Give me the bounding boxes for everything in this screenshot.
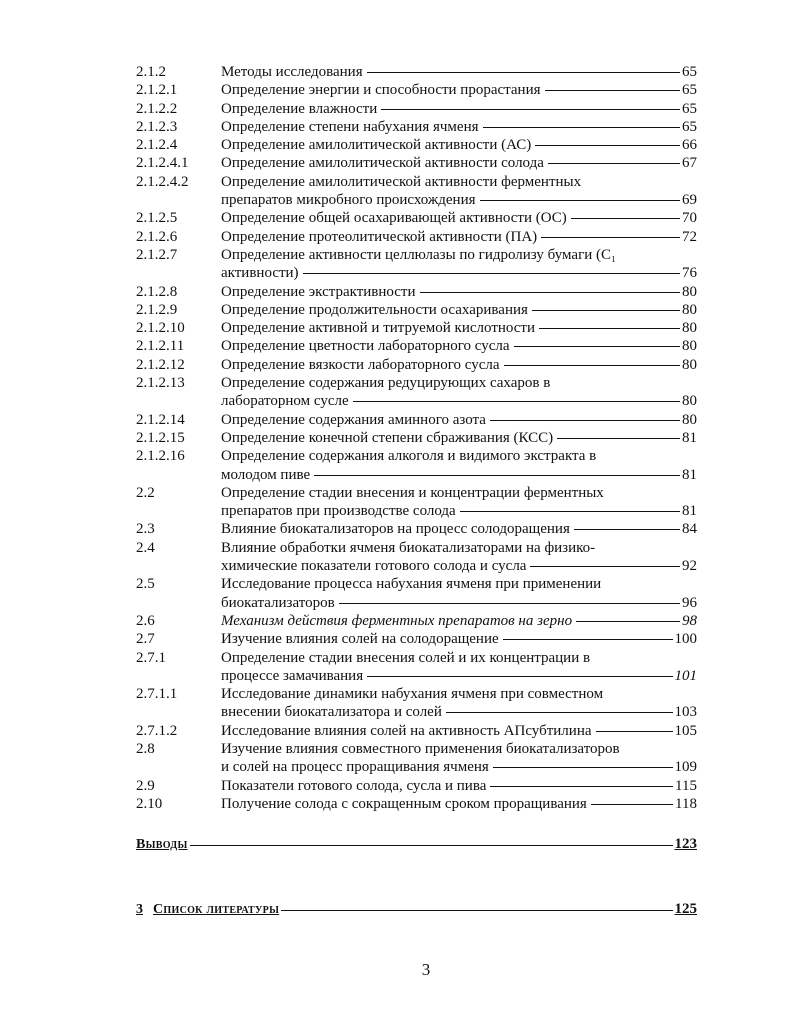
entry-title-line: Изучение влияния совместного применения биокатализаторов: [221, 740, 620, 757]
entry-number: 2.1.2.15: [136, 429, 185, 446]
entry-title-line: Определение протеолитической активности (ПА): [221, 228, 538, 245]
leader-line: [493, 767, 673, 768]
entry-last-line: [221, 301, 697, 319]
entry-page: 118: [675, 795, 697, 812]
toc-entry[interactable]: [136, 246, 697, 283]
entry-number: 2.1.2.3: [136, 118, 178, 135]
entry-body: [221, 429, 697, 447]
entry-body: [221, 337, 697, 355]
entry-page: 92: [682, 558, 697, 575]
entry-page: 109: [674, 759, 697, 776]
entry-title-line: Определение содержания редуцирующих сахаров в: [221, 375, 551, 392]
entry-page: 100: [674, 631, 697, 648]
entry-number: 2.1.2.12: [136, 356, 185, 373]
entry-body: [221, 100, 697, 118]
entry-body: [221, 283, 697, 301]
toc-entry[interactable]: [136, 484, 697, 521]
entry-number: 2.1.2.16: [136, 448, 185, 465]
entry-number: 2.7: [136, 631, 155, 648]
entry-title-line: Определение вязкости лабораторного сусла: [221, 356, 500, 373]
entry-body: [221, 118, 697, 136]
leader-line: [557, 438, 680, 439]
entry-body: [221, 520, 697, 538]
entry-page: 80: [682, 338, 697, 355]
entry-body: [221, 136, 697, 154]
entry-page: 80: [682, 393, 697, 410]
entry-number: 2.3: [136, 521, 155, 538]
leader-line: [490, 786, 673, 787]
entry-body: [221, 154, 697, 172]
entry-page: 96: [682, 594, 697, 611]
toc-entry[interactable]: [136, 81, 697, 99]
entry-body: [221, 246, 697, 283]
entry-page: 101: [674, 667, 697, 684]
toc-entry[interactable]: [136, 685, 697, 722]
entry-last-line: [221, 795, 697, 813]
toc-entry[interactable]: [136, 173, 697, 210]
entry-number: 2.8: [136, 740, 155, 757]
entry-number: 2.1.2.1: [136, 82, 178, 99]
entry-page: 103: [674, 704, 697, 721]
leader-line: [190, 845, 673, 846]
toc-entry[interactable]: [136, 209, 697, 227]
entry-page: 72: [682, 228, 697, 245]
entry-title: Список литературы: [153, 902, 280, 917]
entry-page: 80: [682, 283, 697, 300]
entry-body: [221, 649, 697, 686]
toc-entry[interactable]: [136, 337, 697, 355]
entry-body: [221, 81, 697, 99]
entry-title-line: молодом пиве: [221, 466, 311, 483]
entry-title-line: активности): [221, 265, 299, 282]
entry-title-line: Определение экстрактивности: [221, 283, 416, 300]
toc-entry[interactable]: [136, 630, 697, 648]
entry-title-line: Определение стадии внесения солей и их концентрации в: [221, 649, 591, 666]
toc-entry[interactable]: [136, 649, 697, 686]
leader-line: [532, 310, 680, 311]
entry-title-line: Определение содержания алкоголя и видимого экстракта в: [221, 448, 597, 465]
leader-line: [504, 365, 680, 366]
entry-title-line: Исследование процесса набухания ячменя при применении: [221, 576, 602, 593]
entry-title-line: Определение конечной степени сбраживания (КСС): [221, 429, 554, 446]
entry-title-line: Методы исследования: [221, 64, 363, 80]
entry-title-line: препаратов при производстве солода: [221, 503, 456, 520]
leader-line: [535, 145, 680, 146]
entry-title-line: Определение амилолитической активности ферментных: [221, 173, 582, 190]
entry-last-line: [221, 228, 697, 246]
entry-title-line: Механизм действия ферментных препаратов на зерно: [221, 612, 573, 629]
entry-body: [221, 484, 697, 521]
toc-entry[interactable]: [136, 411, 697, 429]
toc-entry[interactable]: [136, 612, 697, 630]
toc-entry[interactable]: [136, 447, 697, 484]
toc-entry[interactable]: [136, 740, 697, 777]
entry-page: 105: [674, 722, 697, 739]
entry-page: 80: [682, 356, 697, 373]
entry-number: 2.6: [136, 612, 155, 629]
entry-page: 67: [682, 155, 697, 172]
entry-body: [221, 228, 697, 246]
entry-title-line: Определение активности целлюлазы по гидролизу бумаги (C₁: [221, 246, 617, 263]
entry-body: [221, 539, 697, 576]
entry-page: 81: [682, 429, 697, 446]
leader-line: [339, 603, 680, 604]
entry-last-line: [221, 777, 697, 795]
toc-entry[interactable]: [136, 118, 697, 136]
entry-last-line: [221, 703, 697, 721]
leader-line: [539, 328, 680, 329]
entry-body: [221, 722, 697, 740]
toc-entry[interactable]: [136, 539, 697, 576]
entry-page: 76: [682, 265, 697, 282]
leader-line: [541, 237, 680, 238]
entry-title-line: химические показатели готового солода и сусла: [221, 558, 527, 575]
toc-entry[interactable]: [136, 100, 697, 118]
entry-title-line: и солей на процесс проращивания ячменя: [221, 759, 489, 776]
entry-title-line: Определение влажности: [221, 100, 378, 117]
leader-line: [545, 90, 680, 91]
entry-page: 65: [682, 100, 697, 117]
entry-last-line: [221, 520, 697, 538]
entry-last-line: [221, 154, 697, 172]
toc-entry[interactable]: [136, 301, 697, 319]
entry-body: [221, 575, 697, 612]
entry-title-line: лабораторном сусле: [221, 393, 349, 410]
entry-title-line: Определение цветности лабораторного сусла: [221, 338, 510, 355]
entry-body: [221, 447, 697, 484]
entry-title-line: Исследование влияния солей на активность АПсубтилина: [221, 722, 592, 739]
entry-last-line: [221, 191, 697, 209]
entry-last-line: [221, 136, 697, 154]
entry-title-line: процессе замачивания: [221, 667, 364, 684]
entry-page: 115: [675, 777, 697, 794]
entry-title: Выводы: [136, 837, 188, 852]
toc-entry[interactable]: [136, 136, 697, 154]
toc-entry-references[interactable]: [136, 901, 697, 918]
entry-number: 2.1.2.4.1: [136, 155, 189, 172]
entry-last-line: [221, 81, 697, 99]
toc-entry[interactable]: [136, 319, 697, 337]
entry-last-line: [221, 319, 697, 337]
entry-page: 123: [674, 836, 697, 852]
leader-line: [480, 200, 680, 201]
entry-title-line: Определение степени набухания ячменя: [221, 118, 479, 135]
entry-body: [221, 740, 697, 777]
entry-number: 2.7.1.2: [136, 722, 178, 739]
leader-line: [483, 127, 680, 128]
entry-title-line: Определение содержания аминного азота: [221, 411, 486, 428]
entry-page: 125: [674, 901, 697, 917]
entry-last-line: [221, 283, 697, 301]
entry-body: [221, 777, 697, 795]
entry-title-line: Влияние биокатализаторов на процесс солодоращения: [221, 521, 570, 538]
entry-last-line: [221, 100, 697, 118]
toc-entry[interactable]: [136, 795, 697, 813]
entry-title-line: внесении биокатализатора и солей: [221, 704, 442, 721]
toc-entry[interactable]: [136, 777, 697, 795]
entry-last-line: [221, 209, 697, 227]
toc-entry[interactable]: [136, 722, 697, 740]
entry-title-line: Исследование динамики набухания ячменя при совместном: [221, 686, 604, 703]
entry-last-line: [221, 337, 697, 355]
entry-number: 2.1.2.4.2: [136, 173, 189, 190]
entry-body: [221, 795, 697, 813]
toc-entry[interactable]: [136, 575, 697, 612]
entry-number: 2.1.2.5: [136, 210, 178, 227]
entry-title-line: Определение продолжительности осахаривания: [221, 301, 528, 318]
table-of-contents: [136, 63, 697, 813]
leader-line: [514, 346, 680, 347]
entry-number: 2.1.2.11: [136, 338, 185, 355]
entry-number: 2.9: [136, 777, 155, 794]
entry-body: [221, 612, 697, 630]
entry-page: 80: [682, 411, 697, 428]
entry-page: 98: [682, 612, 697, 629]
entry-last-line: [221, 722, 697, 740]
entry-body: [221, 374, 697, 411]
entry-last-line: [221, 63, 697, 81]
entry-number: 2.1.2.2: [136, 100, 178, 117]
entry-page: 70: [682, 210, 697, 227]
leader-line: [446, 712, 673, 713]
entry-page: 81: [682, 466, 697, 483]
entry-page: 65: [682, 64, 697, 80]
entry-title-line: Влияние обработки ячменя биокатализаторами на физико-: [221, 539, 596, 556]
leader-line: [353, 401, 680, 402]
entry-title-line: Определение амилолитической активности (АС): [221, 137, 532, 154]
leader-line: [490, 420, 680, 421]
entry-number: 2.1.2: [136, 64, 166, 80]
entry-title-line: Показатели готового солода, сусла и пива: [221, 777, 487, 794]
entry-page: 69: [682, 192, 697, 209]
entry-last-line: [221, 264, 697, 282]
entry-number: 2.5: [136, 576, 155, 593]
entry-number: 2.1.2.14: [136, 411, 185, 428]
leader-line: [530, 566, 680, 567]
toc-entry[interactable]: [136, 63, 697, 81]
leader-line: [367, 72, 680, 73]
leader-line: [381, 109, 680, 110]
entry-number: 2.7.1.1: [136, 686, 178, 703]
entry-number: 2.1.2.4: [136, 137, 178, 154]
entry-last-line: [221, 630, 697, 648]
entry-number: 3: [136, 902, 143, 917]
entry-page: 80: [682, 301, 697, 318]
toc-entry-conclusions[interactable]: [136, 836, 697, 853]
leader-line: [571, 218, 680, 219]
entry-title-line: Определение амилолитической активности солода: [221, 155, 544, 172]
entry-number: 2.2: [136, 484, 155, 501]
entry-number: 2.1.2.8: [136, 283, 178, 300]
leader-line: [460, 511, 680, 512]
entry-body: [221, 356, 697, 374]
entry-page: 81: [682, 503, 697, 520]
entry-number: 2.1.2.6: [136, 228, 178, 245]
entry-last-line: [221, 392, 697, 410]
entry-last-line: [221, 557, 697, 575]
entry-number: 2.1.2.9: [136, 301, 178, 318]
entry-last-line: [221, 411, 697, 429]
entry-body: [221, 630, 697, 648]
toc-entry[interactable]: [136, 429, 697, 447]
entry-page: 65: [682, 118, 697, 135]
entry-title-line: препаратов микробного происхождения: [221, 192, 476, 209]
entry-number: 2.10: [136, 795, 163, 812]
toc-entry[interactable]: [136, 228, 697, 246]
entry-title-line: Определение активной и титруемой кислотности: [221, 320, 536, 337]
entry-title-line: Определение общей осахаривающей активности (ОС): [221, 210, 567, 227]
entry-page: 66: [682, 137, 697, 154]
leader-line: [367, 676, 672, 677]
entry-title-line: Определение стадии внесения и концентрации ферментных: [221, 484, 604, 501]
entry-body: [221, 411, 697, 429]
entry-number: 2.1.2.7: [136, 246, 178, 263]
entry-page: 80: [682, 320, 697, 337]
entry-last-line: [221, 594, 697, 612]
entry-body: [221, 685, 697, 722]
entry-body: [221, 63, 697, 81]
entry-body: [221, 301, 697, 319]
entry-last-line: [221, 429, 697, 447]
entry-page: 65: [682, 82, 697, 99]
entry-last-line: [221, 612, 697, 630]
entry-page: 84: [682, 521, 697, 538]
toc-entry[interactable]: [136, 356, 697, 374]
leader-line: [420, 292, 680, 293]
leader-line: [503, 639, 673, 640]
entry-last-line: [221, 667, 697, 685]
leader-line: [591, 804, 673, 805]
toc-entry[interactable]: [136, 520, 697, 538]
leader-line: [574, 529, 680, 530]
entry-title-line: Определение энергии и способности прорастания: [221, 82, 541, 99]
leader-line: [548, 163, 680, 164]
entry-number: 2.4: [136, 539, 155, 556]
entry-number: 2.1.2.13: [136, 375, 185, 392]
leader-line: [596, 731, 673, 732]
entry-last-line: [221, 118, 697, 136]
toc-entry[interactable]: [136, 154, 697, 172]
leader-line: [314, 475, 680, 476]
entry-title-line: биокатализаторов: [221, 594, 335, 611]
toc-entry[interactable]: [136, 283, 697, 301]
entry-last-line: [221, 356, 697, 374]
leader-line: [576, 621, 680, 622]
entry-number: 2.1.2.10: [136, 320, 185, 337]
entry-last-line: [221, 466, 697, 484]
entry-number: 2.7.1: [136, 649, 166, 666]
entry-title-line: Получение солода с сокращенным сроком проращивания: [221, 795, 587, 812]
entry-body: [221, 173, 697, 210]
entry-title-line: Изучение влияния солей на солодоращение: [221, 631, 499, 648]
entry-last-line: [221, 502, 697, 520]
entry-body: [221, 319, 697, 337]
toc-entry[interactable]: [136, 374, 697, 411]
leader-line: [281, 910, 672, 911]
page-number: 3: [421, 960, 431, 979]
entry-last-line: [221, 758, 697, 776]
entry-body: [221, 209, 697, 227]
leader-line: [303, 273, 680, 274]
